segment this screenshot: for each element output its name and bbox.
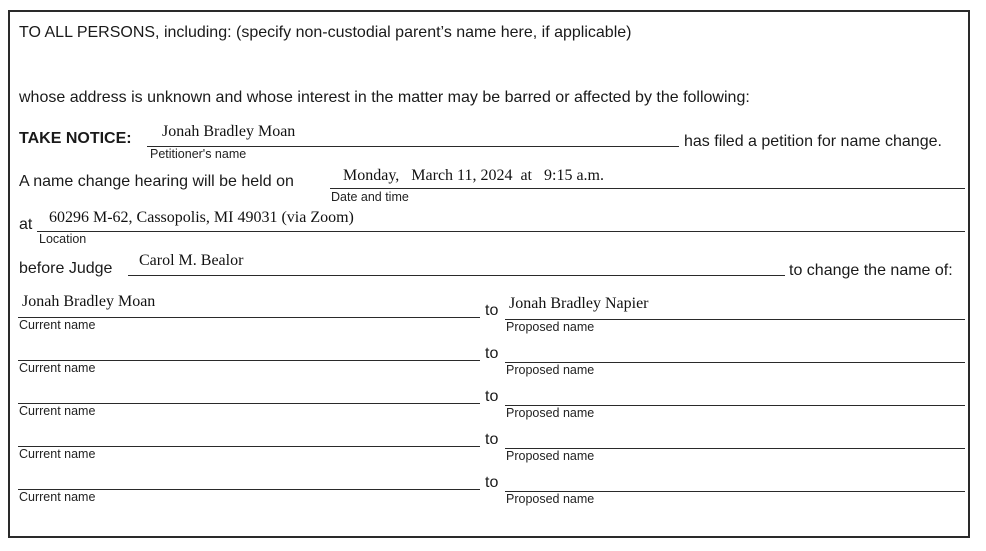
hearing-prefix-text: A name change hearing will be held on (19, 173, 294, 190)
change-name-of-text: to change the name of: (789, 262, 953, 279)
hearing-datetime-field[interactable]: Monday, March 11, 2024 at 9:15 a.m. (343, 167, 604, 184)
take-notice-label: TAKE NOTICE: (19, 130, 132, 147)
proposed-name-caption: Proposed name (506, 363, 595, 377)
petitioner-name-field[interactable]: Jonah Bradley Moan (162, 123, 296, 140)
current-name-caption: Current name (19, 318, 96, 332)
current-name-caption: Current name (19, 404, 96, 418)
filed-petition-text: has filed a petition for name change. (684, 133, 942, 150)
location-underline (37, 231, 965, 232)
hearing-datetime-underline (330, 188, 965, 189)
location-caption: Location (39, 232, 87, 246)
to-all-persons-text: TO ALL PERSONS, including: (specify non-custodial parent’s name here, if applicable) (19, 24, 632, 41)
to-label: to (485, 474, 499, 491)
to-label: to (485, 431, 499, 448)
location-field[interactable]: 60296 M-62, Cassopolis, MI 49031 (via Zoom) (49, 209, 354, 226)
to-label: to (485, 345, 499, 362)
current-name-caption: Current name (19, 361, 96, 375)
current-name-caption: Current name (19, 490, 96, 504)
to-label: to (485, 388, 499, 405)
hearing-datetime-caption: Date and time (331, 190, 409, 204)
proposed-name-caption: Proposed name (506, 320, 595, 334)
judge-name-underline (128, 275, 785, 276)
proposed-name-caption: Proposed name (506, 449, 595, 463)
to-label: to (485, 302, 499, 319)
proposed-name-caption: Proposed name (506, 492, 595, 506)
judge-name-field[interactable]: Carol M. Bealor (139, 252, 244, 269)
address-unknown-text: whose address is unknown and whose interest in the matter may be barred or affected by the following: (19, 89, 750, 106)
current-name-field[interactable]: Jonah Bradley Moan (22, 293, 156, 310)
proposed-name-caption: Proposed name (506, 406, 595, 420)
current-name-caption: Current name (19, 447, 96, 461)
before-judge-text: before Judge (19, 260, 113, 277)
petitioner-name-caption: Petitioner's name (150, 147, 247, 161)
proposed-name-field[interactable]: Jonah Bradley Napier (509, 295, 649, 312)
at-label: at (19, 216, 33, 233)
